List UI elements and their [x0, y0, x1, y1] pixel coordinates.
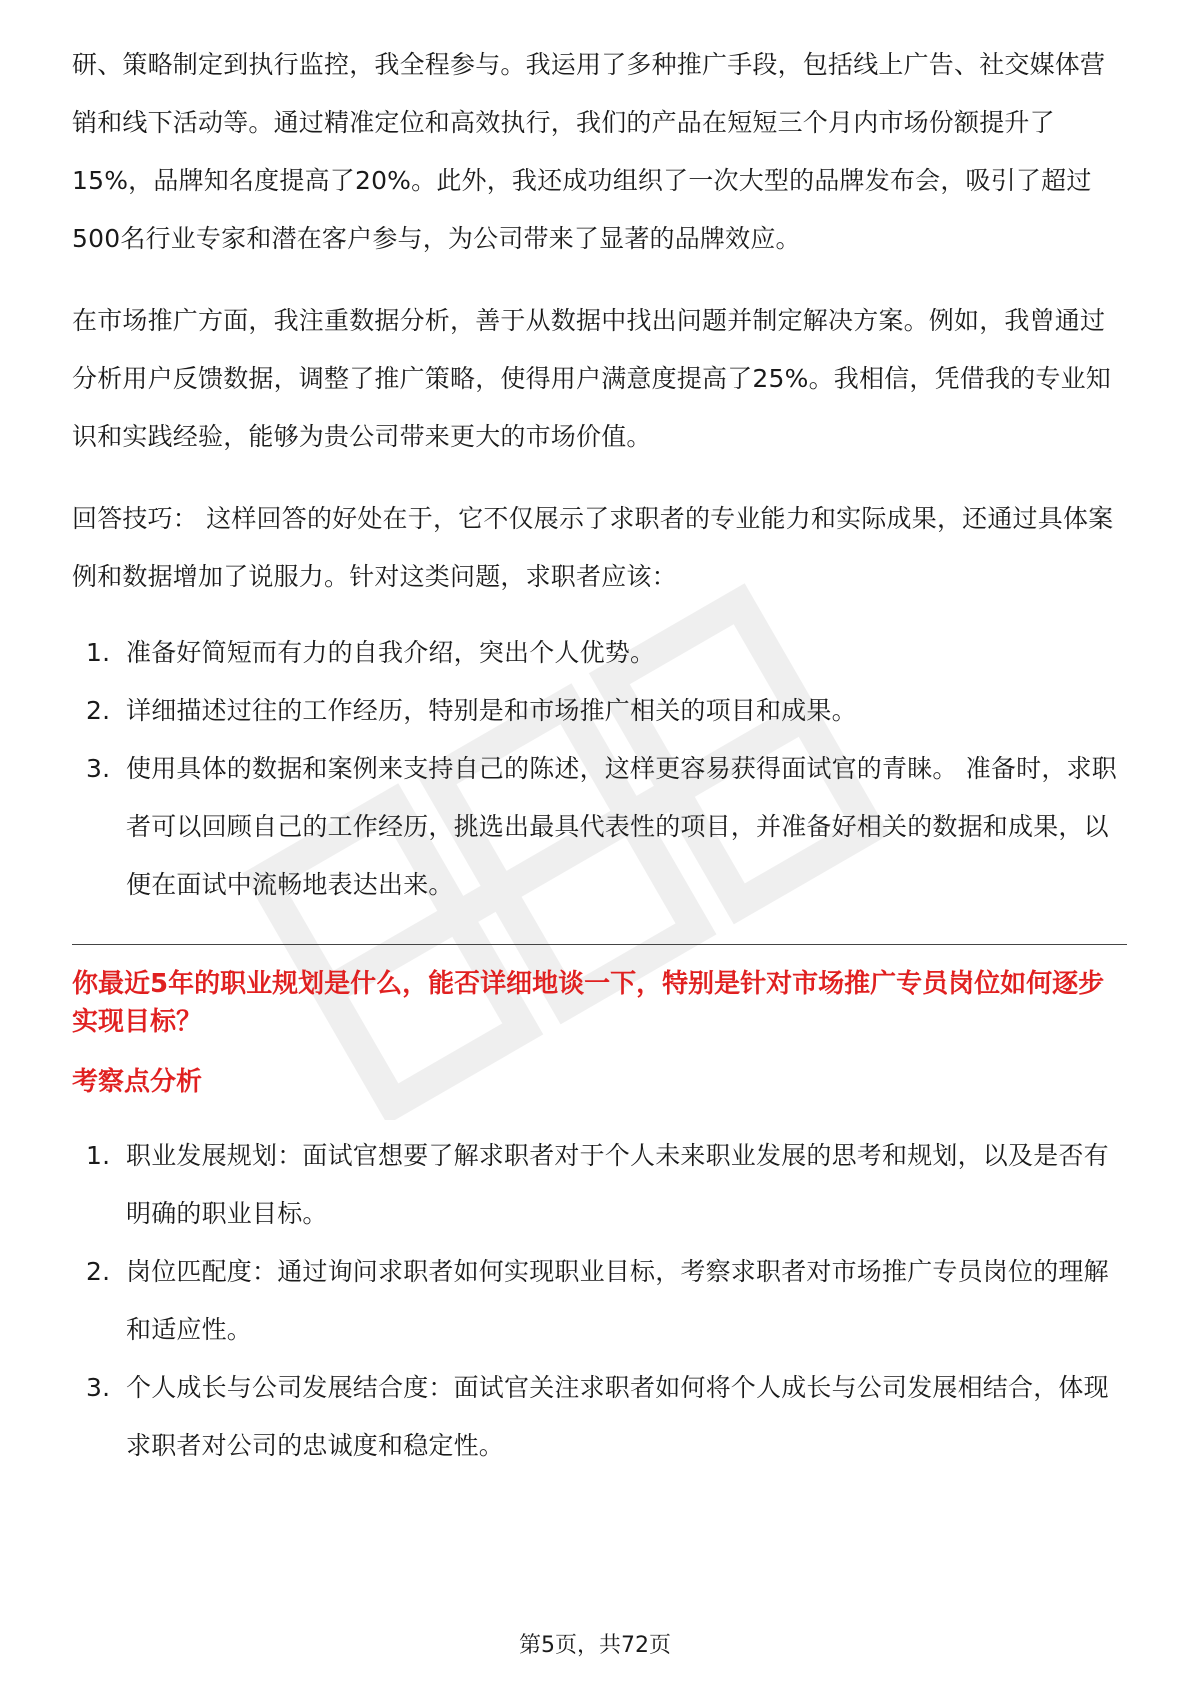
list-item-number: 2.: [86, 696, 111, 725]
list-item-text: 职业发展规划：面试官想要了解求职者对于个人未来职业发展的思考和规划，以及是否有明确的职业目标。: [126, 1141, 1109, 1228]
list-item: [72, 1127, 1127, 1243]
list-item-number: 3.: [86, 754, 111, 783]
page-footer: 第5页，共72页: [519, 1633, 671, 1658]
list-item-text: 准备好简短而有力的自我介绍，突出个人优势。: [126, 638, 656, 667]
list-item-number: 1.: [86, 1141, 111, 1170]
list-item-number: 1.: [86, 638, 111, 667]
list-item: [72, 624, 1127, 682]
list-item-text: 使用具体的数据和案例来支持自己的陈述，这样更容易获得面试官的青睐。 准备时，求职者可以回顾自己的工作经历，挑选出最具代表性的项目，并准备好相关的数据和成果，以便在面试中流畅地表达出来。: [126, 754, 1117, 899]
list-item: [72, 1359, 1127, 1475]
list-item-text: 个人成长与公司发展结合度：面试官关注求职者如何将个人成长与公司发展相结合，体现求职者对公司的忠诚度和稳定性。: [126, 1373, 1109, 1460]
list-item-number: 2.: [86, 1257, 111, 1286]
section-divider: [72, 944, 1127, 945]
list-item-text: 详细描述过往的工作经历，特别是和市场推广相关的项目和成果。: [126, 696, 857, 725]
paragraph-answer-tips: 回答技巧： 这样回答的好处在于，它不仅展示了求职者的专业能力和实际成果，还通过具体案例和数据增加了说服力。针对这类问题，求职者应该：: [72, 504, 1114, 591]
list-item: [72, 682, 1127, 740]
section-title: 考察点分析: [72, 1067, 203, 1097]
tips-list: [72, 624, 1127, 914]
paragraph-data-analysis: 在市场推广方面，我注重数据分析，善于从数据中找出问题并制定解决方案。例如，我曾通过分析用户反馈数据，调整了推广策略，使得用户满意度提高了25%。我相信，凭借我的专业知识和实践经验，能够为贵公司带来更大的市场价值。: [72, 306, 1111, 451]
list-item-text: 岗位匹配度：通过询问求职者如何实现职业目标，考察求职者对市场推广专员岗位的理解和适应性。: [126, 1257, 1109, 1344]
document-page: [72, 36, 1127, 1475]
interview-question: 你最近5年的职业规划是什么，能否详细地谈一下，特别是针对市场推广专员岗位如何逐步实现目标？: [72, 969, 1105, 1037]
list-item: [72, 740, 1127, 914]
list-item-number: 3.: [86, 1373, 111, 1402]
paragraph-experience: 研、策略制定到执行监控，我全程参与。我运用了多种推广手段，包括线上广告、社交媒体营销和线下活动等。通过精准定位和高效执行，我们的产品在短短三个月内市场份额提升了15%，品牌知名度提高了20%。此外，我还成功组织了一次大型的品牌发布会，吸引了超过500名行业专家和潜在客户参与，为公司带来了显著的品牌效应。: [72, 50, 1106, 253]
list-item: [72, 1243, 1127, 1359]
analysis-points-list: [72, 1127, 1127, 1475]
